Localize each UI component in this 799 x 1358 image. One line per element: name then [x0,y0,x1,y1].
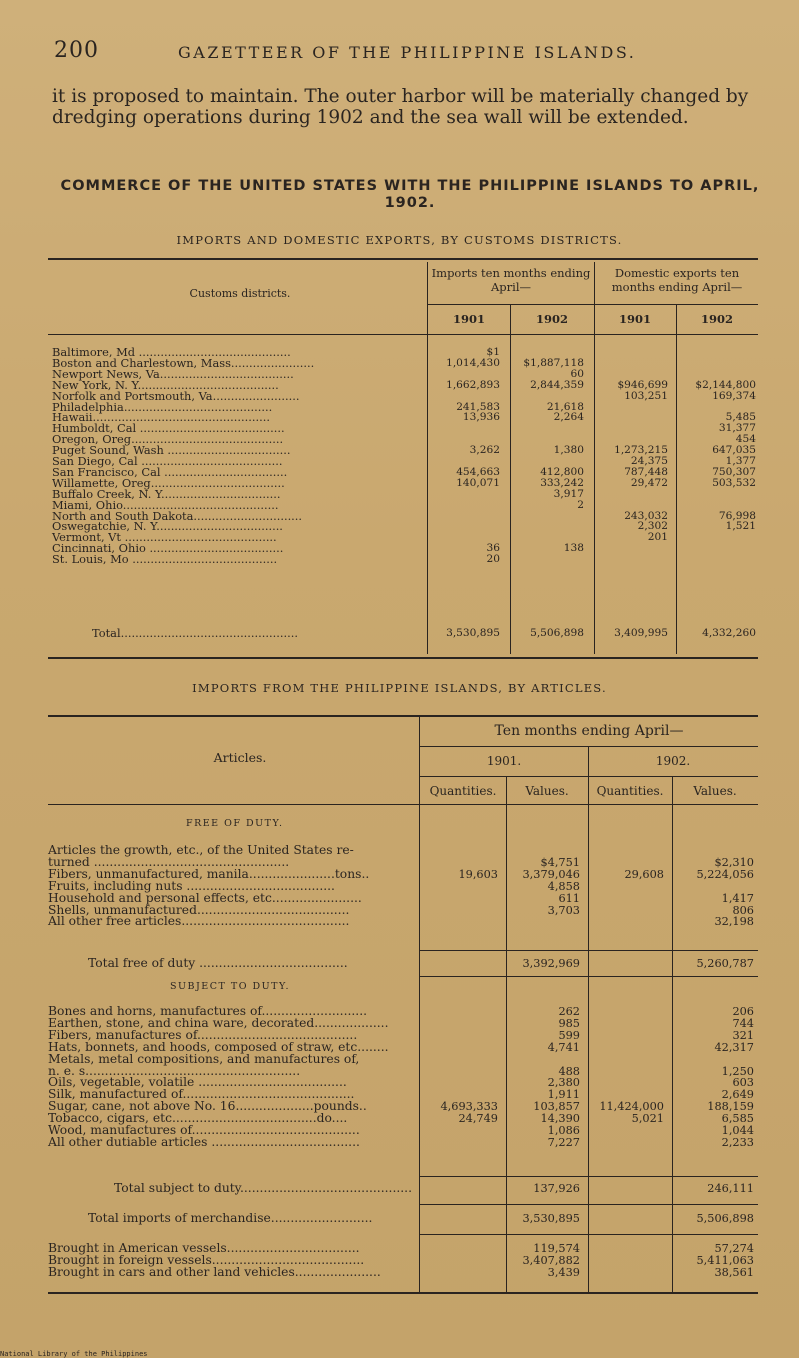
article-name: Oils, vegetable, volatile ...................................... [48,1075,347,1090]
col-exports-1902: 1902 [700,312,733,326]
district-value: 787,448 [624,465,668,478]
district-value: 201 [647,531,668,544]
article-v1901: 611 [558,891,580,905]
district-value: 60 [570,367,584,380]
article-v1901: 2,380 [547,1076,580,1090]
district-value: 20 [486,553,500,566]
district-name: Norfolk and Portsmouth, Va........................ [52,388,300,403]
article-v1902: 206 [732,1005,754,1018]
district-value: $1,887,118 [523,356,584,369]
article-v1901: 488 [558,1064,580,1078]
district-value: 29,472 [630,476,668,489]
intro-paragraph: it is proposed to maintain. The outer harbor will be materially changed by dredging operations during 1902 and the sea wall will be extended. [52,86,749,128]
article-v1901: 7,227 [547,1135,580,1149]
district-name: Hawaii................................................. [52,410,270,425]
col-ten-months: Ten months ending April— [494,723,684,739]
vessel-v1902: 5,411,063 [696,1253,754,1267]
district-name: Willamette, Oreg..................................... [52,475,285,490]
col-articles: Articles. [213,750,267,765]
district-value: 5,485 [725,411,756,424]
district-name: Newport News, Va..................................... [52,366,294,381]
vessel-v1901: 3,407,882 [522,1253,580,1267]
district-value: $946,699 [617,378,668,391]
district-value: 750,307 [712,465,756,478]
article-name: Fruits, including nuts ...................................... [48,878,335,893]
table1-caption: IMPORTS AND DOMESTIC EXPORTS, BY CUSTOMS DISTRICTS. [176,233,623,247]
total-free-label: Total free of duty ...................................... [88,956,348,970]
district-value: 76,998 [718,509,756,522]
article-name: Earthen, stone, and china ware, decorated................... [48,1015,389,1030]
district-value: 24,375 [630,455,668,467]
article-v1902: 603 [732,1076,754,1090]
district-value: $1 [486,346,500,358]
district-value: 2,264 [553,411,584,424]
district-name: Buffalo Creek, N. Y................................. [52,486,281,501]
vessel-v1902: 38,561 [714,1265,754,1279]
article-name: Wood, manufactures of........................................... [48,1123,360,1137]
article-v1902: 188,159 [707,1100,754,1114]
district-value: 1,273,215 [614,444,668,457]
col-exports-1901: 1901 [618,312,651,326]
article-q1902: 11,424,000 [599,1100,664,1114]
article-name: Fibers, manufactures of......................................... [48,1027,358,1042]
total-exp-1901: 3,409,995 [614,627,668,639]
article-v1901: 103,857 [533,1100,580,1114]
article-v1901: 262 [558,1005,580,1018]
article-name: Tobacco, cigars, etc.....................................do.... [48,1111,348,1126]
district-value: 140,071 [456,476,500,489]
article-q1902: 5,021 [631,1112,664,1126]
article-q1901: 19,603 [458,867,498,881]
district-name: Vermont, Vt .......................................... [52,530,277,545]
col-imports-group: Imports ten months ending April— [431,266,591,294]
district-name: Puget Sound, Wash .................................. [52,443,291,458]
article-v1901: 4,741 [547,1040,580,1054]
article-v1902: $2,310 [714,855,754,869]
article-name: Bones and horns, manufactures of........................... [48,1004,368,1018]
district-value: $2,144,800 [695,378,756,391]
district-value: 412,800 [540,465,584,478]
district-name: Miami, Ohio........................................... [52,497,279,512]
district-value: 2,844,359 [530,378,584,391]
district-value: 169,374 [712,389,756,402]
article-name: n. e. s....................................................... [48,1063,301,1078]
total-duty-1902: 246,111 [707,1182,754,1195]
vessel-row-label: Brought in American vessels.................................. [48,1241,360,1255]
district-value: 103,251 [624,389,668,402]
article-v1902: 321 [732,1028,754,1042]
vessel-v1902: 57,274 [714,1242,754,1255]
article-name: Shells, unmanufactured....................................... [48,902,350,917]
total-free-1902: 5,260,787 [696,957,754,970]
col-imports-1902: 1902 [535,312,568,326]
col-quantities-1901: Quantities. [429,784,497,798]
section-subject-to-duty: SUBJECT TO DUTY. [170,981,291,992]
col-values-1901: Values. [525,784,569,798]
col-imports-1901: 1901 [452,312,485,326]
total-merch-1902: 5,506,898 [696,1212,754,1225]
district-value: 454,663 [456,465,500,478]
article-name: Silk, manufactured of............................................ [48,1087,355,1102]
district-value: 31,377 [718,422,756,435]
district-value: 1,377 [725,455,756,467]
district-name: San Diego, Cal ....................................... [52,454,283,468]
article-v1901: 14,390 [540,1112,580,1126]
district-value: 138 [563,542,584,555]
article-q1901: 24,749 [458,1112,498,1126]
total-imp-1902: 5,506,898 [530,627,584,639]
article-name: Articles the growth, etc., of the United States re- [48,843,354,857]
district-value: 2,302 [637,520,668,533]
col-quantities-1902: Quantities. [596,784,664,798]
district-value: 1,662,893 [446,378,500,391]
article-name: Fibers, unmanufactured, manila......................tons.. [48,866,370,881]
article-q1902: 29,608 [624,867,664,881]
article-name: All other free articles........................................... [48,914,350,929]
district-value: 454 [735,433,756,446]
article-v1902: 5,224,056 [696,867,754,881]
article-name: All other dutiable articles ...................................... [48,1134,360,1149]
district-name: San Francisco, Cal .................................. [52,464,288,479]
district-name: Philadelphia......................................... [52,399,273,414]
total-row-label: Total................................................. [92,626,298,640]
district-name: Humboldt, Cal ........................................ [52,421,285,436]
article-v1901: 985 [558,1016,580,1030]
article-name: Sugar, cane, not above No. 16....................pounds.. [48,1099,367,1114]
footer-credit: National Library of the Philippines [0,1350,148,1358]
col-exports-group: Domestic exports ten months ending April— [611,266,743,294]
district-value: 1,014,430 [446,356,500,369]
total-merch-label: Total imports of merchandise.......................... [88,1211,373,1225]
article-name: Household and personal effects, etc....................... [48,890,362,905]
district-value: 647,035 [712,444,756,457]
total-imp-1901: 3,530,895 [446,627,500,639]
vessel-v1901: 3,439 [547,1265,580,1279]
district-value: 13,936 [462,411,500,424]
total-duty-1901: 137,926 [533,1182,580,1195]
article-v1901: 1,086 [547,1124,580,1137]
table2-caption: IMPORTS FROM THE PHILIPPINE ISLANDS, BY ARTICLES. [192,681,607,695]
total-merch-1901: 3,530,895 [522,1212,580,1225]
district-name: Cincinnati, Ohio ..................................... [52,541,284,556]
article-v1901: 1,911 [547,1088,580,1102]
article-v1902: 32,198 [714,915,754,929]
col-1901: 1901. [486,754,522,768]
article-name: turned .................................................. [48,854,290,869]
vessel-row-label: Brought in foreign vessels....................................... [48,1252,365,1267]
article-v1901: 599 [558,1028,580,1042]
district-name: North and South Dakota.............................. [52,508,303,523]
district-value: 241,583 [456,400,500,413]
district-value: 21,618 [546,400,584,413]
vessel-v1901: 119,574 [533,1242,580,1255]
page-number: 200 [54,38,99,63]
article-v1901: 3,379,046 [522,867,580,881]
vessel-row-label: Brought in cars and other land vehicles...................... [48,1264,381,1279]
district-value: 3,262 [469,444,500,457]
article-v1902: 6,585 [721,1112,754,1126]
article-v1902: 1,044 [721,1124,754,1137]
article-v1902: 1,417 [721,891,754,905]
article-v1902: 744 [732,1016,754,1030]
article-v1902: 806 [732,903,754,917]
total-free-1901: 3,392,969 [522,957,580,970]
district-name: Oregon, Oreg.......................................... [52,432,284,447]
article-v1901: 3,703 [547,903,580,917]
district-value: 1,380 [553,444,584,457]
district-value: 3,917 [553,487,584,500]
col-customs-districts: Customs districts. [189,287,291,300]
district-name: St. Louis, Mo ........................................ [52,552,278,567]
main-title: COMMERCE OF THE UNITED STATES WITH THE PHILIPPINE ISLANDS TO APRIL, 1902. [60,178,760,211]
district-value: 503,532 [712,476,756,489]
article-v1902: 2,233 [721,1135,754,1149]
running-title: GAZETTEER OF THE PHILIPPINE ISLANDS. [178,43,637,62]
district-name: New York, N. Y....................................... [52,377,279,392]
article-v1901: $4,751 [540,855,580,869]
article-q1901: 4,693,333 [440,1100,498,1114]
district-value: 243,032 [624,509,668,522]
district-name: Baltimore, Md .......................................... [52,345,291,359]
total-duty-label: Total subject to duty............................................ [114,1181,412,1195]
section-free-of-duty: FREE OF DUTY. [186,818,284,829]
district-value: 2 [577,498,584,511]
district-name: Boston and Charlestown, Mass....................... [52,355,315,370]
col-1902: 1902. [655,754,691,768]
article-name: Metals, metal compositions, and manufactures of, [48,1051,360,1066]
district-value: 1,521 [725,520,756,533]
article-v1902: 2,649 [721,1088,754,1102]
district-value: 333,242 [540,476,584,489]
district-value: 36 [486,542,500,555]
district-name: Oswegatchie, N. Y................................... [52,519,283,534]
col-values-1902: Values. [693,784,737,798]
total-exp-1902: 4,332,260 [702,627,756,639]
article-v1901: 4,858 [547,879,580,893]
article-name: Hats, bonnets, and hoods, composed of straw, etc........ [48,1039,389,1054]
article-v1902: 1,250 [721,1064,754,1078]
article-v1902: 42,317 [714,1040,754,1054]
